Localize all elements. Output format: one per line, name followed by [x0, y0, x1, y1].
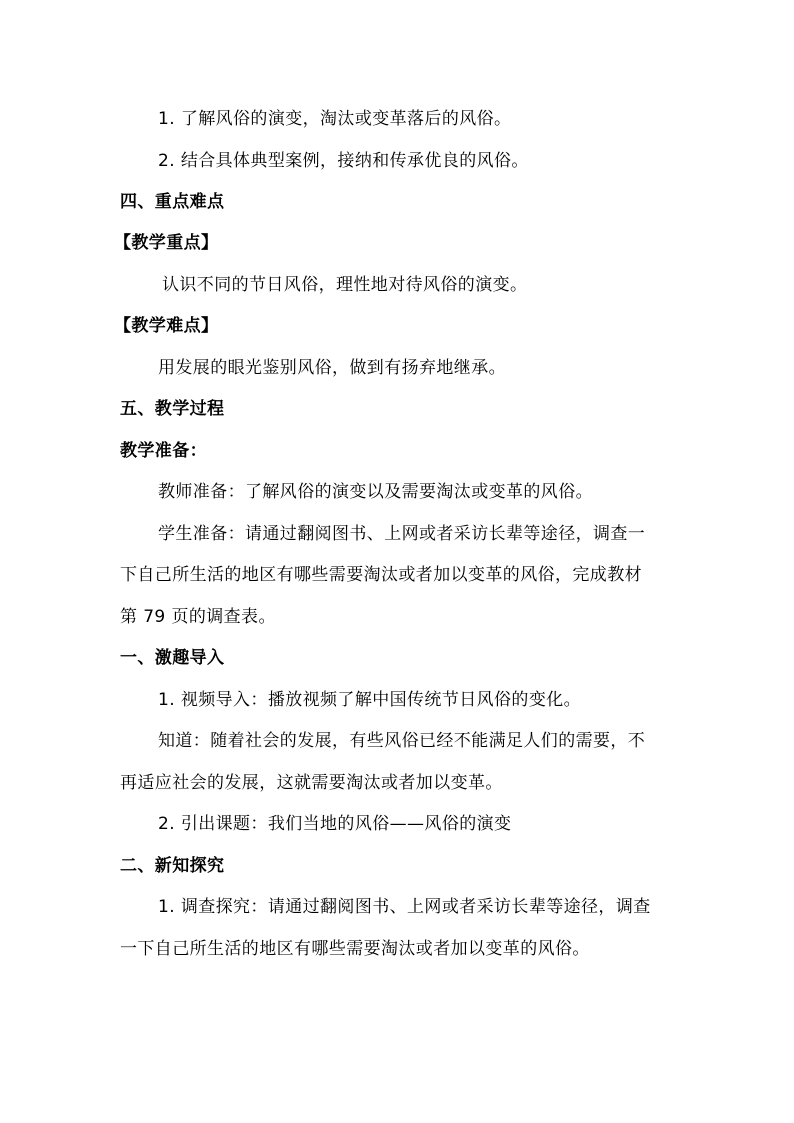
- video-intro: 1. 视频导入：播放视频了解中国传统节日风俗的变化。: [158, 690, 582, 710]
- section-5-title: 五、教学过程: [120, 399, 225, 419]
- section-4-title: 四、重点难点: [120, 192, 225, 212]
- difficulty-label: 【教学难点】: [114, 316, 219, 336]
- key-point-text: 认识不同的节日风俗，理性地对待风俗的演变。: [162, 275, 528, 295]
- objective-1: 1. 了解风俗的演变，淘汰或变革落后的风俗。: [158, 109, 512, 129]
- topic-intro: 2. 引出课题：我们当地的风俗——风俗的演变: [158, 814, 512, 834]
- student-prep-line-1: 学生准备：请通过翻阅图书、上网或者采访长辈等途径，调查一: [158, 524, 646, 544]
- part-1-title: 一、激趣导入: [120, 648, 225, 668]
- objective-2: 2. 结合具体典型案例，接纳和传承优良的风俗。: [158, 151, 529, 171]
- student-prep-line-3: 第 79 页的调查表。: [120, 607, 276, 627]
- part-2-title: 二、新知探究: [120, 856, 225, 876]
- teacher-prep: 教师准备：了解风俗的演变以及需要淘汰或变革的风俗。: [158, 482, 593, 502]
- survey-line-1: 1. 调查探究：请通过翻阅图书、上网或者采访长辈等途径，调查: [158, 897, 651, 917]
- know-line-1: 知道：随着社会的发展，有些风俗已经不能满足人们的需要，不: [158, 731, 646, 751]
- prep-label: 教学准备：: [120, 441, 207, 461]
- student-prep-line-2: 下自己所生活的地区有哪些需要淘汰或者加以变革的风俗，完成教材: [120, 565, 642, 585]
- key-point-label: 【教学重点】: [114, 233, 219, 253]
- difficulty-text: 用发展的眼光鉴别风俗，做到有扬弃地继承。: [158, 358, 506, 378]
- survey-line-2: 一下自己所生活的地区有哪些需要淘汰或者加以变革的风俗。: [120, 939, 590, 959]
- know-line-2: 再适应社会的发展，这就需要淘汰或者加以变革。: [120, 773, 503, 793]
